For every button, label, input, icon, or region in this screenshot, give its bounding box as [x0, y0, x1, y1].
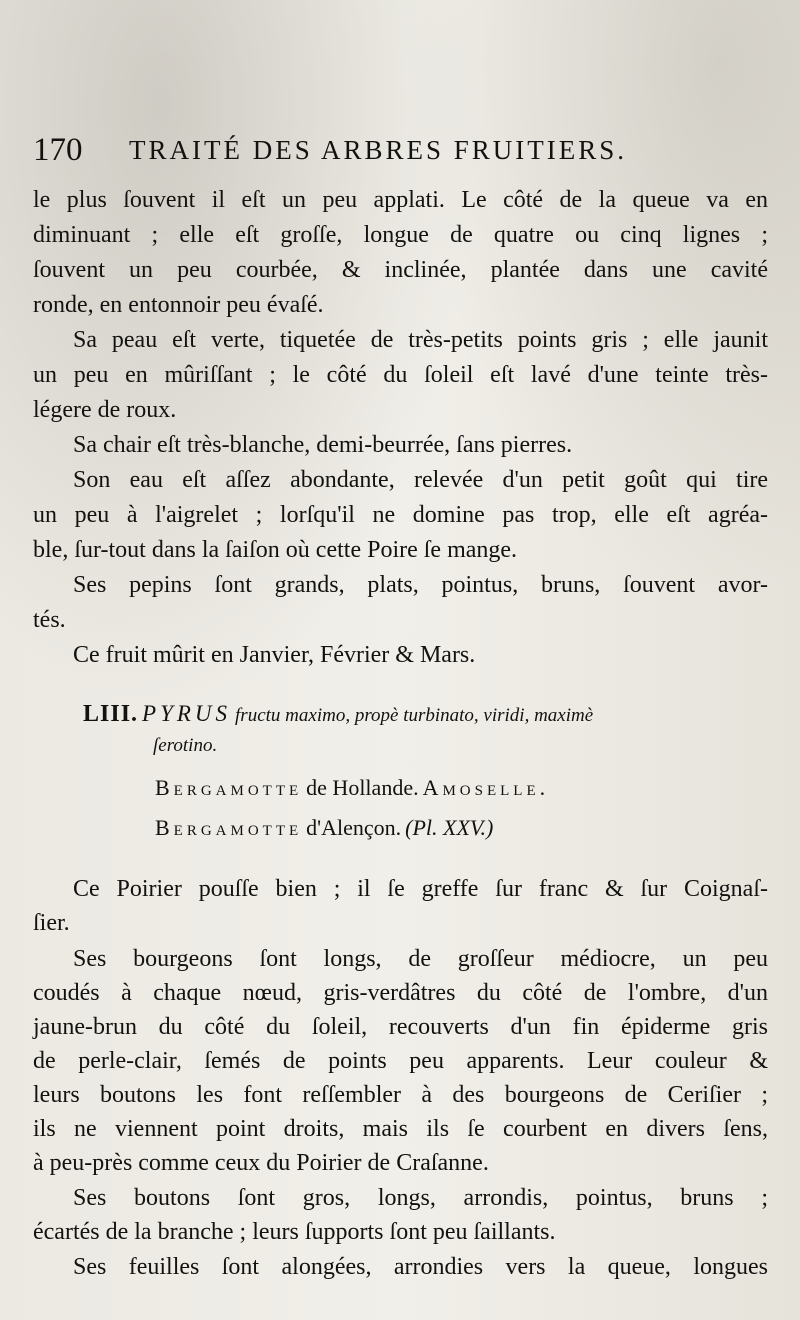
latin-description-cont: ſerotino.: [153, 735, 218, 756]
text-line: légere de roux.: [33, 397, 177, 423]
text-line: ſier.: [33, 910, 70, 936]
entry-heading-line: [153, 730, 217, 762]
synonym-alt-name: Amoselle.: [422, 775, 550, 800]
plate-reference: (Pl. XXV.): [405, 815, 494, 840]
synonym-qualifier: de Hollande.: [306, 775, 419, 800]
text-line: coudés à chaque nœud, gris-verdâtres du côté de l'ombre, d'un: [33, 980, 768, 1006]
text-line: Son eau eſt aſſez abondante, relevée d'un petit goût qui tire: [73, 467, 768, 493]
text-line: Ses pepins ſont grands, plats, pointus, bruns, ſouvent avor-: [73, 572, 768, 598]
text-line: leurs boutons les font reſſembler à des bourgeons de Ceriſier ;: [33, 1082, 768, 1108]
text-line: diminuant ; elle eſt groſſe, longue de quatre ou cinq lignes ;: [33, 222, 768, 248]
page-number: 170: [33, 132, 83, 168]
text-line: Sa peau eſt verte, tiquetée de très-petits points gris ; elle jaunit: [73, 327, 768, 353]
text-line: jaune-brun du côté du ſoleil, recouverts d'un fin épiderme gris: [33, 1014, 768, 1040]
text-line: ſouvent un peu courbée, & inclinée, plantée dans une cavité: [33, 257, 768, 283]
text-line: tés.: [33, 607, 66, 633]
text-line: Ses boutons ſont gros, longs, arrondis, pointus, bruns ;: [73, 1185, 768, 1211]
text-line: Sa chair eſt très-blanche, demi-beurrée, ſans pierres.: [73, 432, 573, 458]
text-line: Ce fruit mûrit en Janvier, Février & Mars.: [73, 642, 476, 668]
entry-heading-line: [83, 698, 593, 730]
text-line: ble, ſur-tout dans la ſaiſon où cette Poire ſe mange.: [33, 537, 518, 563]
synonym-qualifier: d'Alençon.: [306, 815, 402, 840]
synonym-line: [155, 772, 549, 804]
synonym-line: [155, 812, 493, 844]
text-line: un peu en mûriſſant ; le côté du ſoleil eſt lavé d'une teinte très-: [33, 362, 768, 388]
entry-number: LIII.: [83, 701, 139, 727]
text-line: à peu-près comme ceux du Poirier de Craſanne.: [33, 1150, 489, 1176]
text-line: le plus ſouvent il eſt un peu applati. Le côté de la queue va en: [33, 187, 768, 213]
text-line: un peu à l'aigrelet ; lorſqu'il ne domine pas trop, elle eſt agréa-: [33, 502, 768, 528]
synonym-name: Bergamotte: [155, 815, 303, 840]
text-line: Ses feuilles ſont alongées, arrondies vers la queue, longues: [73, 1254, 768, 1280]
synonym-name: Bergamotte: [155, 775, 303, 800]
text-line: Ses bourgeons ſont longs, de groſſeur médiocre, un peu: [73, 946, 768, 972]
text-line: écartés de la branche ; leurs ſupports ſont peu ſaillants.: [33, 1219, 556, 1245]
page-header: [33, 130, 773, 170]
text-line: de perle-clair, ſemés de points peu apparents. Leur couleur &: [33, 1048, 768, 1074]
running-head: TRAITÉ DES ARBRES FRUITIERS.: [129, 135, 628, 165]
text-line: Ce Poirier pouſſe bien ; il ſe greffe ſur franc & ſur Coignaſ-: [73, 876, 768, 902]
text-line: ronde, en entonnoir peu évaſé.: [33, 292, 324, 318]
latin-genus: PYRUS: [142, 701, 232, 726]
text-line: ils ne viennent point droits, mais ils ſe courbent en divers ſens,: [33, 1116, 768, 1142]
latin-description: fructu maximo, propè turbinato, viridi, maximè: [235, 705, 594, 726]
